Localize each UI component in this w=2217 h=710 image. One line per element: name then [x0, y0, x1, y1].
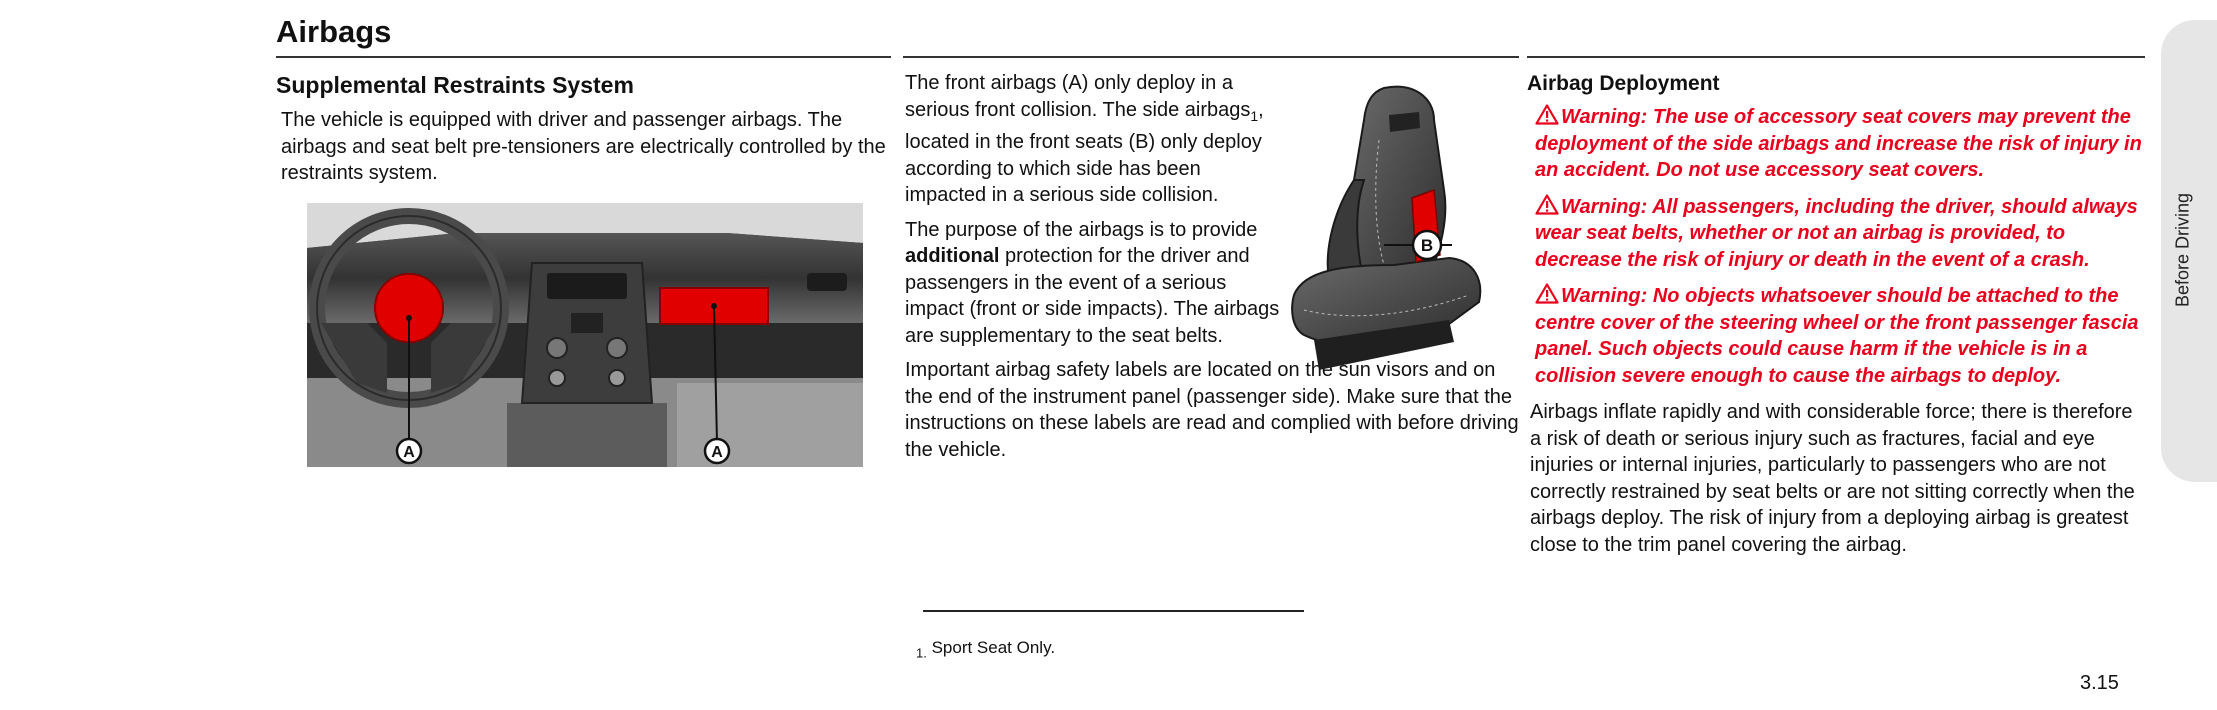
label-a-passenger-text: A	[711, 444, 723, 461]
warning-3-text: Warning: No objects whatsoever should be attached to the centre cover of the steering wheel or the front passenger fascia panel. Such objects could cause harm if the vehicle is in a collision severe enough to cause the airbags to deploy.	[1535, 285, 2139, 387]
label-a-driver	[397, 439, 421, 463]
column-supplemental-restraints	[276, 66, 891, 195]
footnote	[916, 638, 1055, 660]
label-b-seat	[1413, 231, 1441, 259]
label-a-driver-text: A	[403, 444, 415, 461]
warning-triangle-icon	[1535, 283, 1559, 304]
warning-seat-belts	[1535, 194, 2145, 274]
warning-seat-covers	[1535, 104, 2145, 184]
column-airbag-deployment	[1527, 66, 2145, 566]
p1-part-b: , located in the front seats (B) only deploy according to which side has been impacted in a serious side collision.	[905, 98, 1264, 206]
chapter-side-tab-label: Before Driving	[2172, 192, 2193, 308]
label-b-text: B	[1420, 236, 1434, 255]
warning-attached-objects	[1535, 283, 2145, 389]
footnote-ref: 1	[1250, 107, 1259, 124]
warning-triangle-icon	[1535, 194, 1559, 215]
col2-top-text	[903, 70, 1283, 349]
footnote-marker: 1.	[916, 645, 927, 661]
header-rule-col1	[276, 56, 891, 58]
front-airbags-paragraph	[905, 70, 1283, 209]
warning-triangle-icon	[1535, 104, 1559, 125]
sport-seat-illustration	[1284, 80, 1492, 380]
srs-paragraph: The vehicle is equipped with driver and passenger airbags. The airbags and seat belt pre-tensioners are electrically controlled by the restraints system.	[281, 109, 886, 184]
p1-part-a: The front airbags (A) only deploy in a serious front collision. The side airbags	[905, 72, 1251, 121]
label-a-passenger	[705, 439, 729, 463]
header-rule-col2	[903, 56, 1519, 58]
p2-bold: additional	[905, 245, 1000, 267]
deployment-paragraph: Airbags inflate rapidly and with considerable force; there is therefore a risk of death or serious injury such as fractures, facial and eye injuries or internal injuries, particularly to passengers who are not correctly restrained by seat belts or are not sitting correctly when the airbags deploy. The risk of injury from a deploying airbag is greatest close to the trim panel covering the airbag.	[1530, 401, 2135, 556]
warning-1-text: Warning: The use of accessory seat covers may prevent the deployment of the side airbags and increase the risk of injury in an accident. Do not use accessory seat covers.	[1535, 106, 2142, 181]
section-heading-srs: Supplemental Restraints System	[276, 72, 634, 98]
footnote-text: Sport Seat Only.	[931, 638, 1056, 657]
purpose-paragraph	[905, 217, 1283, 350]
safety-labels-paragraph: Important airbag safety labels are located on the sun visors and on the end of the instrument panel (passenger side). Make sure that the instructions on these labels are read and complied with before driving the vehicle.	[905, 359, 1519, 461]
header-rule-col3	[1527, 56, 2145, 58]
page-title: Airbags	[276, 14, 392, 49]
p2-part-a: The purpose of the airbags is to provide	[905, 218, 1258, 241]
page-number: 3.15	[2080, 672, 2119, 694]
dashboard-airbag-illustration	[307, 203, 863, 467]
warning-2-text: Warning: All passengers, including the driver, should always wear seat belts, whether or not an airbag is provided, to decrease the risk of injury or death in the event of a crash.	[1535, 195, 2138, 271]
section-heading-deployment: Airbag Deployment	[1527, 72, 1720, 95]
p2-part-b: protection for the driver and passengers in the event of a serious impact (front or side impacts). The airbags are supplementary to the seat belts.	[905, 245, 1280, 347]
footnote-rule	[923, 610, 1304, 612]
